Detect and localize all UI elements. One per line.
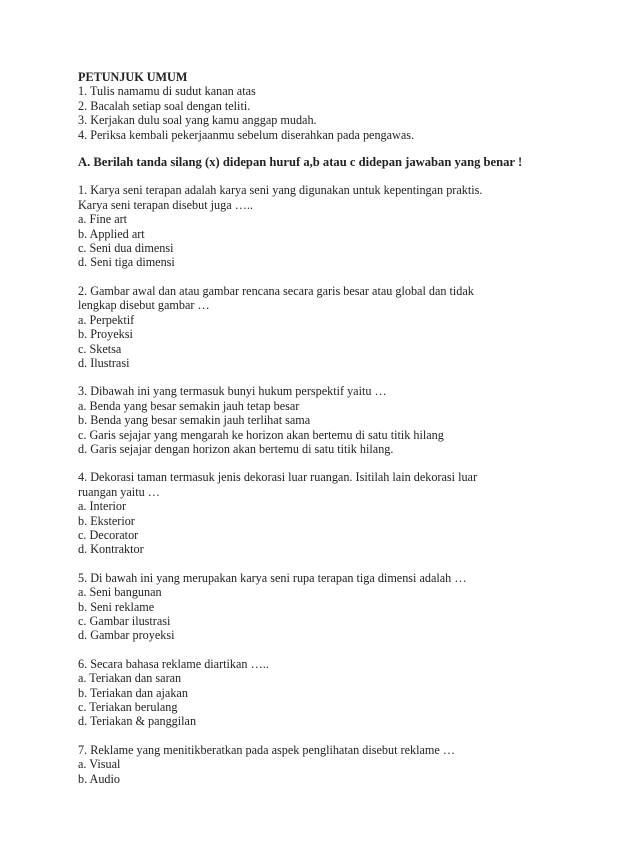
answer-option: a. Visual (78, 757, 121, 772)
question-text: 3. Dibawah ini yang termasuk bunyi hukum perspektif yaitu … (78, 384, 387, 399)
question-text: 6. Secara bahasa reklame diartikan ….. (78, 656, 269, 671)
answer-option: d. Garis sejajar dengan horizon akan bertemu di satu titik hilang. (78, 441, 394, 456)
instruction-item: 2. Bacalah setiap soal dengan teliti. (78, 98, 251, 113)
section-a-heading: A. Berilah tanda silang (x) didepan huruf a,b atau c didepan jawaban yang benar ! (78, 155, 523, 170)
answer-option: d. Kontraktor (78, 542, 144, 557)
general-instructions-heading: PETUNJUK UMUM (78, 70, 188, 84)
question-6 (78, 657, 600, 729)
answer-option: b. Eksterior (78, 513, 135, 528)
answer-option: c. Garis sejajar yang mengarah ke horizon akan bertemu di satu titik hilang (78, 427, 444, 442)
instruction-item: 3. Kerjakan dulu soal yang kamu anggap mudah. (78, 113, 317, 128)
answer-option: a. Interior (78, 499, 127, 514)
question-text: ruangan yaitu … (78, 484, 160, 499)
answer-option: a. Fine art (78, 212, 128, 227)
answer-option: c. Teriakan berulang (78, 700, 178, 715)
answer-option: d. Teriakan & panggilan (78, 714, 197, 729)
answer-option: b. Seni reklame (78, 599, 155, 614)
answer-option: a. Seni bangunan (78, 585, 162, 600)
instruction-item: 4. Periksa kembali pekerjaanmu sebelum diserahkan pada pengawas. (78, 127, 415, 142)
answer-option: c. Gambar ilustrasi (78, 614, 171, 628)
question-text: Karya seni terapan disebut juga ….. (78, 197, 253, 212)
answer-option: a. Teriakan dan saran (78, 671, 182, 686)
answer-option: a. Perpektif (78, 312, 135, 327)
answer-option: c. Sketsa (78, 341, 122, 356)
answer-option: a. Benda yang besar semakin jauh tetap besar (78, 398, 300, 413)
question-text: 1. Karya seni terapan adalah karya seni yang digunakan untuk kepentingan praktis. (78, 183, 483, 198)
question-7 (78, 743, 600, 786)
answer-option: d. Seni tiga dimensi (78, 255, 175, 270)
instruction-item: 1. Tulis namamu di sudut kanan atas (78, 84, 256, 99)
answer-option: b. Audio (78, 771, 120, 786)
answer-option: b. Applied art (78, 226, 145, 241)
question-1 (78, 183, 600, 269)
answer-option: b. Proyeksi (78, 327, 133, 342)
answer-option: c. Decorator (78, 527, 139, 542)
question-5 (78, 571, 600, 643)
question-text: 2. Gambar awal dan atau gambar rencana secara garis besar atau global dan tidak (78, 283, 474, 298)
question-3 (78, 384, 600, 456)
answer-option: d. Gambar proyeksi (78, 628, 175, 643)
question-4 (78, 470, 600, 556)
question-text: 5. Di bawah ini yang merupakan karya seni rupa terapan tiga dimensi adalah … (78, 570, 467, 585)
answer-option: d. Ilustrasi (78, 355, 130, 370)
answer-option: c. Seni dua dimensi (78, 241, 174, 256)
question-text: 4. Dekorasi taman termasuk jenis dekorasi luar ruangan. Isitilah lain dekorasi luar (78, 470, 478, 485)
question-2 (78, 284, 600, 370)
question-text: lengkap disebut gambar … (78, 298, 210, 313)
instructions-list (78, 84, 600, 142)
question-text: 7. Reklame yang menitikberatkan pada aspek penglihatan disebut reklame … (78, 742, 456, 757)
answer-option: b. Benda yang besar semakin jauh terlihat sama (78, 413, 311, 428)
answer-option: b. Teriakan dan ajakan (78, 685, 188, 700)
